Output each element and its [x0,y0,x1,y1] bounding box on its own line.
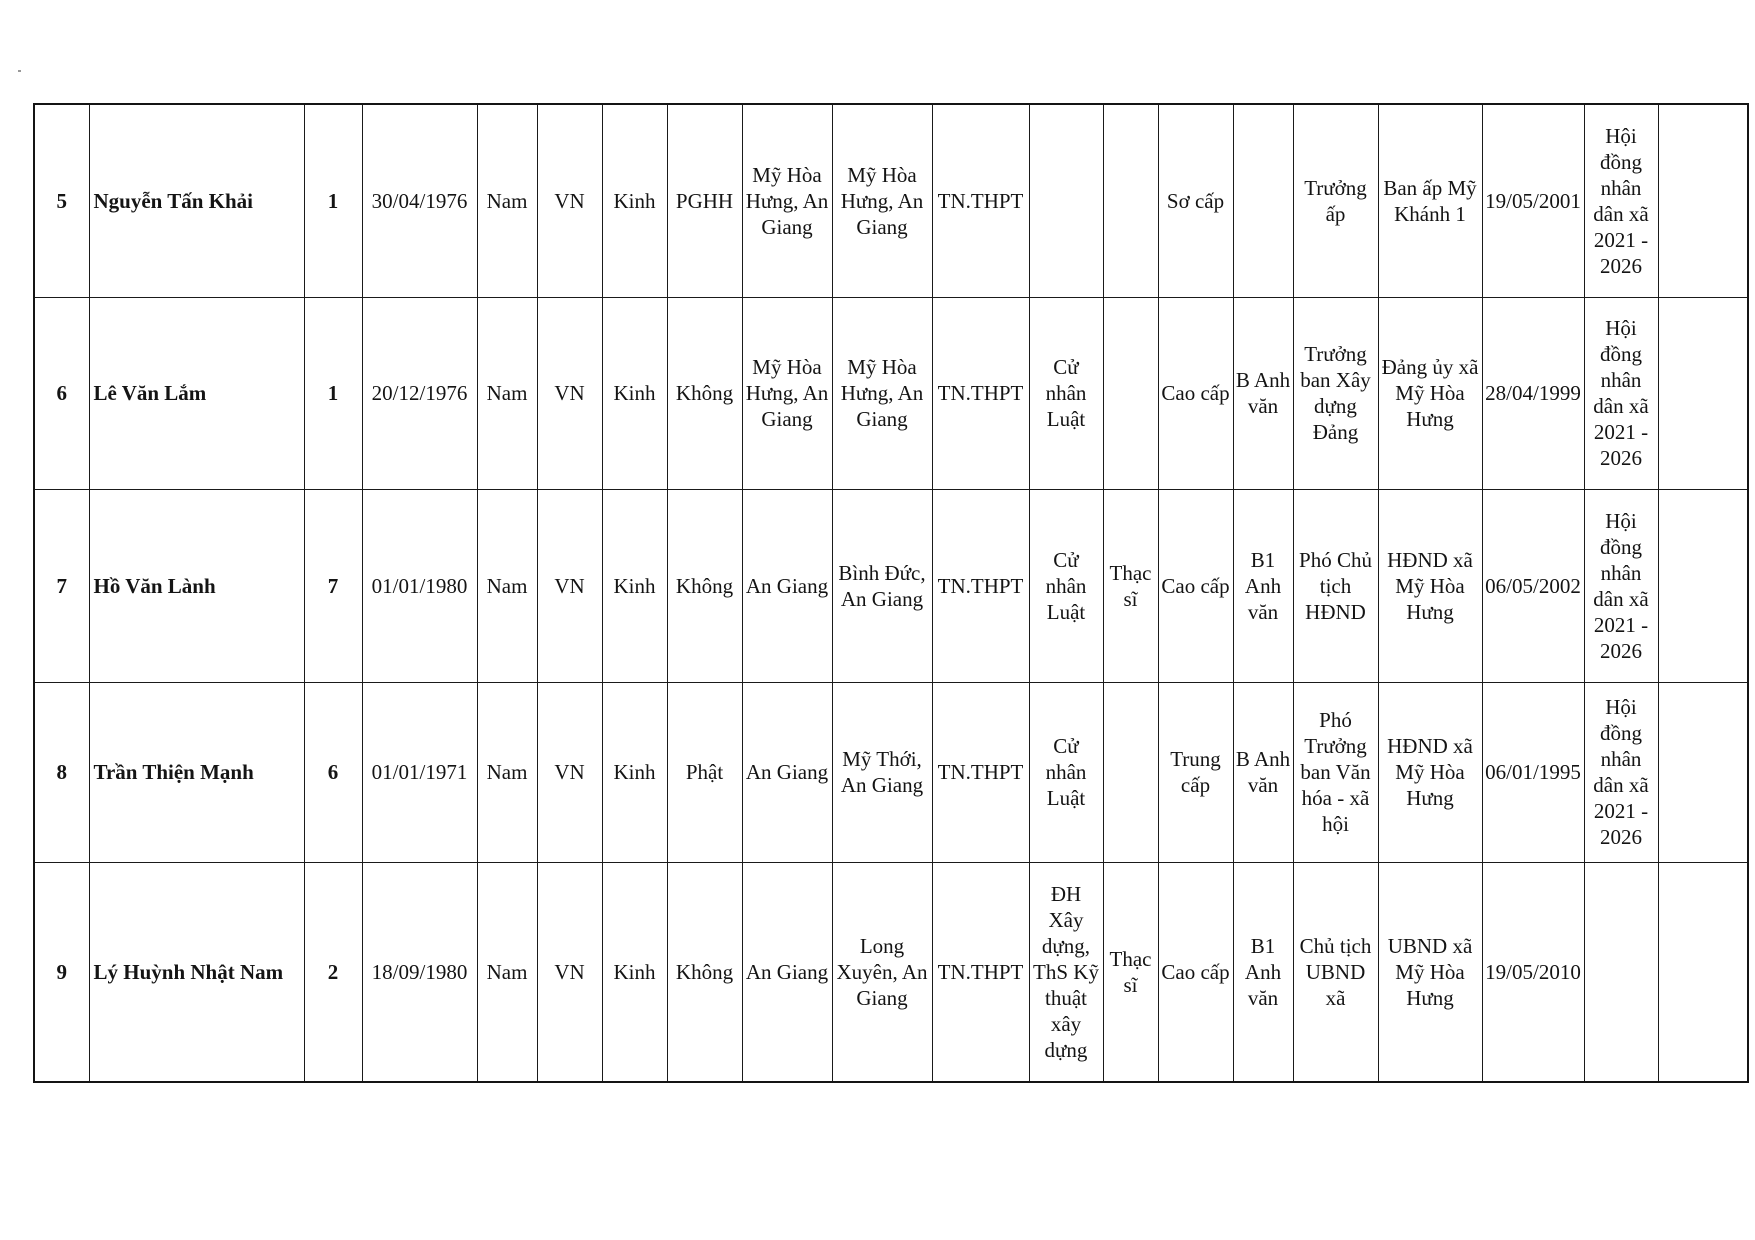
political-theory-cell: Trung cấp [1158,682,1233,862]
scan-speck [18,70,21,72]
degree-cell: Cử nhân Luật [1029,297,1103,489]
nationality-cell: VN [537,104,602,297]
stt-cell: 8 [34,682,89,862]
workplace-cell: Ban ấp Mỹ Khánh 1 [1378,104,1482,297]
nationality-cell: VN [537,682,602,862]
position-cell: Phó Trưởng ban Văn hóa - xã hội [1293,682,1378,862]
birthplace-cell: Mỹ Hòa Hưng, An Giang [742,297,832,489]
hometown-cell: Bình Đức, An Giang [832,489,932,682]
ethnicity-cell: Kinh [602,489,667,682]
degree-cell: Cử nhân Luật [1029,682,1103,862]
table-row [34,297,1748,489]
general-education-cell: TN.THPT [932,489,1029,682]
degree-cell: ĐH Xây dựng, ThS Kỹ thuật xây dựng [1029,862,1103,1082]
note-cell [1658,862,1748,1082]
degree-cell [1029,104,1103,297]
academic-title-cell [1103,682,1158,862]
birthplace-cell: An Giang [742,862,832,1082]
religion-cell: Không [667,489,742,682]
birthplace-cell: An Giang [742,682,832,862]
rank-number-cell: 7 [304,489,362,682]
stt-cell: 6 [34,297,89,489]
council-cell: Hội đồng nhân dân xã 2021 - 2026 [1584,104,1658,297]
name-cell: Nguyễn Tấn Khải [89,104,304,297]
position-cell: Chủ tịch UBND xã [1293,862,1378,1082]
birth-date-cell: 20/12/1976 [362,297,477,489]
birthplace-cell: Mỹ Hòa Hưng, An Giang [742,104,832,297]
degree-cell: Cử nhân Luật [1029,489,1103,682]
religion-cell: PGHH [667,104,742,297]
rank-number-cell: 1 [304,297,362,489]
party-join-date-cell: 06/05/2002 [1482,489,1584,682]
birthplace-cell: An Giang [742,489,832,682]
rank-number-cell: 6 [304,682,362,862]
note-cell [1658,489,1748,682]
religion-cell: Không [667,862,742,1082]
ethnicity-cell: Kinh [602,104,667,297]
council-cell: Hội đồng nhân dân xã 2021 - 2026 [1584,682,1658,862]
religion-cell: Không [667,297,742,489]
note-cell [1658,682,1748,862]
academic-title-cell [1103,297,1158,489]
hometown-cell: Mỹ Hòa Hưng, An Giang [832,104,932,297]
hometown-cell: Mỹ Thới, An Giang [832,682,932,862]
general-education-cell: TN.THPT [932,297,1029,489]
hometown-cell: Mỹ Hòa Hưng, An Giang [832,297,932,489]
workplace-cell: UBND xã Mỹ Hòa Hưng [1378,862,1482,1082]
name-cell: Lý Huỳnh Nhật Nam [89,862,304,1082]
ethnicity-cell: Kinh [602,862,667,1082]
language-cell: B Anh văn [1233,297,1293,489]
table-row [34,489,1748,682]
academic-title-cell [1103,104,1158,297]
general-education-cell: TN.THPT [932,104,1029,297]
general-education-cell: TN.THPT [932,682,1029,862]
language-cell: B1 Anh văn [1233,489,1293,682]
gender-cell: Nam [477,297,537,489]
nationality-cell: VN [537,297,602,489]
name-cell: Hồ Văn Lành [89,489,304,682]
gender-cell: Nam [477,682,537,862]
nationality-cell: VN [537,489,602,682]
stt-cell: 9 [34,862,89,1082]
note-cell [1658,104,1748,297]
gender-cell: Nam [477,489,537,682]
note-cell [1658,297,1748,489]
council-cell [1584,862,1658,1082]
birth-date-cell: 01/01/1971 [362,682,477,862]
party-join-date-cell: 06/01/1995 [1482,682,1584,862]
hometown-cell: Long Xuyên, An Giang [832,862,932,1082]
candidate-table [33,103,1749,1083]
party-join-date-cell: 28/04/1999 [1482,297,1584,489]
council-cell: Hội đồng nhân dân xã 2021 - 2026 [1584,297,1658,489]
gender-cell: Nam [477,862,537,1082]
general-education-cell: TN.THPT [932,862,1029,1082]
birth-date-cell: 30/04/1976 [362,104,477,297]
workplace-cell: Đảng ủy xã Mỹ Hòa Hưng [1378,297,1482,489]
nationality-cell: VN [537,862,602,1082]
position-cell: Phó Chủ tịch HĐND [1293,489,1378,682]
gender-cell: Nam [477,104,537,297]
position-cell: Trưởng ban Xây dựng Đảng [1293,297,1378,489]
birth-date-cell: 18/09/1980 [362,862,477,1082]
name-cell: Lê Văn Lắm [89,297,304,489]
academic-title-cell: Thạc sĩ [1103,489,1158,682]
party-join-date-cell: 19/05/2010 [1482,862,1584,1082]
academic-title-cell: Thạc sĩ [1103,862,1158,1082]
rank-number-cell: 2 [304,862,362,1082]
political-theory-cell: Cao cấp [1158,862,1233,1082]
table-row [34,862,1748,1082]
religion-cell: Phật [667,682,742,862]
political-theory-cell: Cao cấp [1158,297,1233,489]
ethnicity-cell: Kinh [602,297,667,489]
language-cell: B Anh văn [1233,682,1293,862]
stt-cell: 5 [34,104,89,297]
birth-date-cell: 01/01/1980 [362,489,477,682]
workplace-cell: HĐND xã Mỹ Hòa Hưng [1378,489,1482,682]
table-row [34,682,1748,862]
table-row [34,104,1748,297]
political-theory-cell: Cao cấp [1158,489,1233,682]
stt-cell: 7 [34,489,89,682]
workplace-cell: HĐND xã Mỹ Hòa Hưng [1378,682,1482,862]
language-cell: B1 Anh văn [1233,862,1293,1082]
position-cell: Trưởng ấp [1293,104,1378,297]
ethnicity-cell: Kinh [602,682,667,862]
council-cell: Hội đồng nhân dân xã 2021 - 2026 [1584,489,1658,682]
rank-number-cell: 1 [304,104,362,297]
political-theory-cell: Sơ cấp [1158,104,1233,297]
name-cell: Trần Thiện Mạnh [89,682,304,862]
language-cell [1233,104,1293,297]
party-join-date-cell: 19/05/2001 [1482,104,1584,297]
